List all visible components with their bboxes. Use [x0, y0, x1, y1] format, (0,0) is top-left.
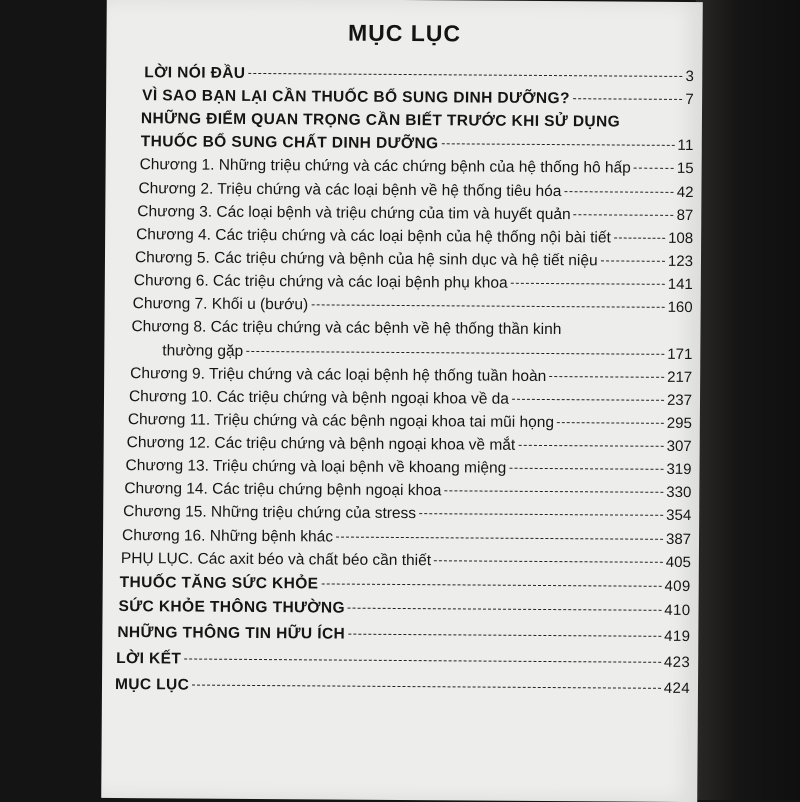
toc-entry-title: LỜI KẾT [116, 650, 182, 668]
toc-leader [557, 422, 664, 424]
toc-entry [124, 480, 691, 502]
toc-entry-title: Chương 12. Các triệu chứng và bệnh ngoại khoa về mắt [126, 434, 516, 454]
toc-leader [348, 634, 661, 637]
page-title: MỤC LỤC [347, 19, 462, 47]
toc-entry-page: 410 [664, 601, 691, 620]
toc-entry-title: Chương 8. Các triệu chứng và các bệnh về hệ thống thần kinh [131, 318, 562, 339]
toc-entry-page: 217 [667, 368, 693, 387]
toc-entry-title: Chương 1. Những triệu chứng và các chứng bệnh của hệ thống hô hấp [139, 156, 631, 177]
toc-entry [118, 598, 690, 620]
toc-entry-page: 160 [667, 298, 693, 317]
toc-entry-page: 123 [667, 252, 694, 271]
toc-entry-title: Chương 4. Các triệu chứng và các loại bệnh của hệ thống nội bài tiết [136, 226, 611, 247]
toc-entry-title: PHỤ LỤC. Các axit béo và chất béo cần thiết [120, 550, 432, 570]
toc-entry-page: 424 [663, 679, 691, 698]
toc-leader [573, 98, 683, 100]
toc-entry-title: Chương 11. Triệu chứng và các bệnh ngoại khoa tai mũi họng [127, 411, 555, 432]
toc-entry-page: 141 [667, 275, 693, 294]
toc-entry-title: THUỐC BỔ SUNG CHẤT DINH DƯỠNG [140, 133, 439, 153]
table-of-contents [101, 0, 703, 802]
toc-entry-page: 3 [685, 67, 695, 86]
toc-entry-page: 7 [685, 90, 695, 109]
toc-entry [162, 342, 692, 364]
toc-entry-title: Chương 13. Triệu chứng và loại bệnh về khoang miệng [125, 457, 507, 477]
toc-entry-title: NHỮNG THÔNG TIN HỮU ÍCH [117, 624, 346, 643]
toc-leader [336, 537, 663, 540]
toc-entry-title: thường gặp [162, 342, 244, 360]
toc-entry-page: 87 [676, 206, 694, 225]
toc-entry-title: Chương 2. Triệu chứng và các loại bệnh về hệ thống tiêu hóa [138, 180, 562, 201]
toc-leader [184, 658, 661, 662]
toc-entry-page: 171 [667, 345, 693, 364]
toc-entry-title: Chương 16. Những bệnh khác [121, 527, 334, 546]
toc-entry-page: 405 [665, 553, 691, 572]
toc-leader [518, 445, 663, 447]
toc-entry-page: 387 [665, 530, 692, 549]
toc-leader [246, 351, 664, 355]
toc-entry [130, 365, 692, 387]
toc-entry [117, 624, 690, 646]
toc-entry-title: SỨC KHỎE THÔNG THƯỜNG [118, 598, 346, 617]
toc-entry [134, 272, 693, 294]
toc-entry [127, 434, 692, 456]
book-page [101, 0, 703, 802]
toc-entry-page: 237 [666, 391, 693, 410]
toc-entry-title: MỤC LỤC [114, 676, 190, 694]
toc-entry-page: 423 [663, 653, 691, 672]
toc-entry [141, 133, 694, 155]
toc-entry-title: Chương 5. Các triệu chứng và bệnh của hệ sinh dục và hệ tiết niệu [134, 249, 598, 270]
toc-entry-title: THUỐC TĂNG SỨC KHỎE [119, 574, 319, 593]
toc-leader [434, 560, 663, 563]
background-dark-area [696, 0, 800, 800]
toc-entry [116, 650, 690, 672]
toc-entry-page: 11 [677, 136, 694, 155]
toc-entry-title: Chương 3. Các loại bệnh và triệu chứng của tim và huyết quản [137, 203, 571, 224]
toc-entry-page: 15 [676, 159, 694, 178]
toc-leader [348, 608, 661, 611]
toc-entry [138, 180, 693, 202]
toc-entry [123, 503, 691, 525]
toc-entry-title: NHỮNG ĐIỂM QUAN TRỌNG CẦN BIẾT TRƯỚC KHI SỬ DỤNG [140, 110, 621, 131]
toc-entry-title: Chương 15. Những triệu chứng của stress [123, 503, 417, 523]
toc-entry-page: 108 [668, 229, 694, 248]
toc-leader [509, 468, 663, 470]
toc-entry [121, 550, 691, 572]
toc-entry [136, 226, 693, 248]
toc-leader [248, 73, 682, 77]
toc-entry-title: Chương 10. Các triệu chứng và bệnh ngoại khoa về da [128, 388, 509, 408]
toc-leader [321, 583, 661, 586]
toc-leader [549, 376, 664, 378]
toc-entry [128, 411, 692, 433]
toc-entry-page: 295 [666, 414, 692, 433]
toc-entry [133, 295, 693, 317]
toc-leader [192, 685, 660, 689]
toc-entry-page: 354 [666, 506, 692, 525]
toc-entry [129, 388, 692, 410]
toc-entry-page: 419 [664, 627, 691, 646]
toc-entry [140, 156, 694, 178]
toc-entry [144, 64, 694, 86]
toc-leader [419, 513, 663, 516]
toc-leader [311, 304, 664, 307]
toc-leader [442, 143, 675, 146]
toc-entry-title: Chương 7. Khối u (bướu) [132, 295, 309, 314]
toc-leader [444, 490, 663, 493]
toc-entry-title: LỜI NÓI ĐẦU [144, 64, 246, 82]
toc-entry [122, 527, 691, 549]
toc-entry-page: 42 [676, 183, 694, 202]
toc-leader [634, 168, 674, 169]
toc-leader [574, 214, 674, 216]
toc-leader [511, 283, 665, 285]
toc-entry [137, 203, 693, 225]
toc-entry [120, 574, 691, 596]
toc-leader [512, 399, 664, 401]
toc-entry-title: VÌ SAO BẠN LẠI CẦN THUỐC BỔ SUNG DINH DƯỠNG? [142, 87, 570, 108]
toc-entry [125, 457, 691, 479]
toc-leader [564, 191, 673, 193]
toc-entry-page: 330 [666, 483, 692, 502]
toc-entry [135, 249, 693, 271]
toc-entry-page: 319 [666, 460, 692, 479]
toc-entry [115, 676, 690, 698]
toc-entry-title: Chương 9. Triệu chứng và các loại bệnh hệ thống tuần hoàn [130, 365, 547, 386]
toc-leader [601, 260, 665, 261]
toc-entry-title: Chương 14. Các triệu chứng bệnh ngoại khoa [124, 480, 442, 500]
toc-entry [142, 87, 694, 109]
toc-entry-page: 307 [666, 437, 692, 456]
toc-leader [614, 237, 665, 238]
toc-entry-title: Chương 6. Các triệu chứng và các loại bệnh phụ khoa [133, 272, 508, 292]
toc-entry-page: 409 [664, 577, 691, 596]
